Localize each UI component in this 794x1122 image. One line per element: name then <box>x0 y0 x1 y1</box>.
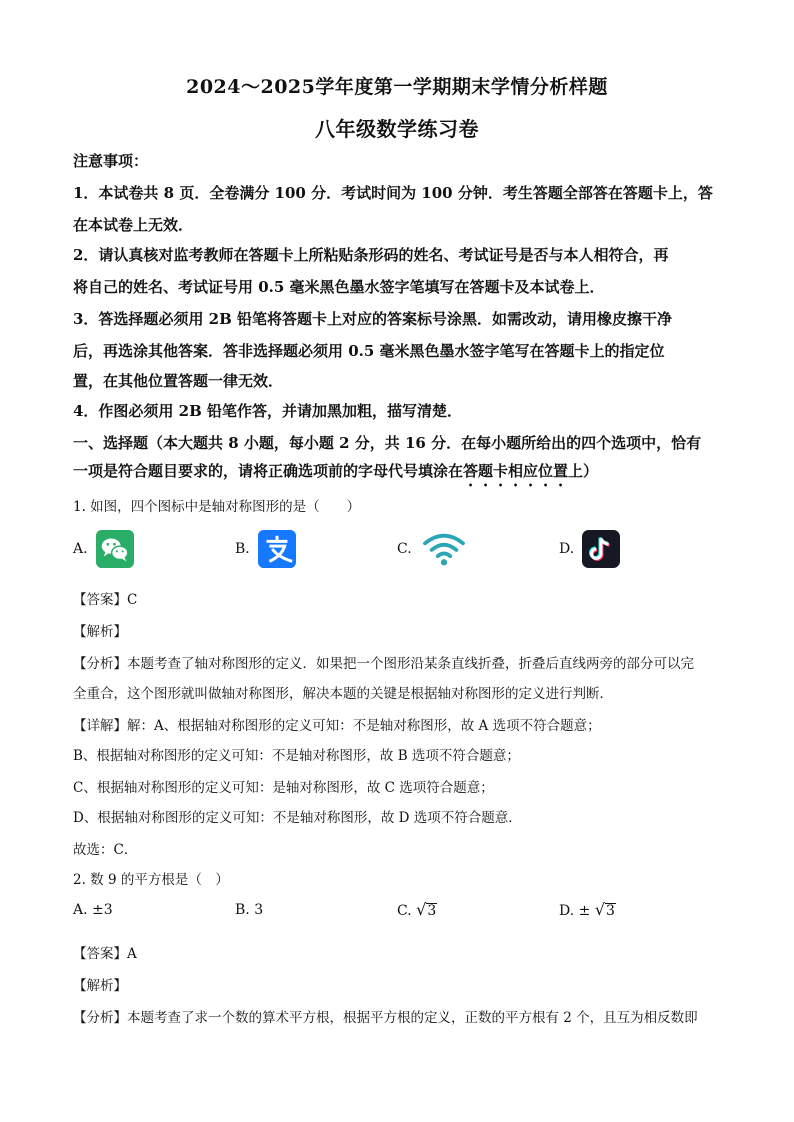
sqrt-symbol: √ 3 <box>594 900 615 919</box>
q2-option-c-label: C. <box>397 903 412 919</box>
question-2-analysis-line-1: 【分析】本题考查了求一个数的算术平方根，根据平方根的定义，正数的平方根有 2 个，且互为相反数即 <box>73 1010 698 1026</box>
q2-option-d <box>559 902 616 919</box>
notes-heading: 注意事项： <box>73 152 149 170</box>
question-1-answer: 【答案】C <box>73 592 138 608</box>
option-a-label: A. <box>73 541 88 557</box>
note-3-line-2: 后，再选涂其他答案．答非选择题必须用 0.5 毫米黑色墨水签字笔写在答题卡上的指定位 <box>73 342 665 360</box>
tiktok-icon <box>582 530 620 568</box>
question-2-options <box>73 902 723 926</box>
section-1-heading-line-1: 一、选择题（本大题共 8 小题，每小题 2 分，共 16 分．在每小题所给出的四个选项中，恰有 <box>73 434 702 452</box>
alipay-icon <box>258 530 296 568</box>
option-a <box>73 527 134 571</box>
question-1-stem: 1. 如图，四个图标中是轴对称图形的是（ ） <box>73 499 361 515</box>
q2-option-b: B. 3 <box>235 902 264 918</box>
question-1-options <box>73 527 723 571</box>
question-1-detail-d: D、根据轴对称图形的定义可知：不是轴对称图形，故 D 选项不符合题意． <box>73 810 522 826</box>
note-2-line-2: 将自己的姓名、考试证号用 0.5 毫米黑色墨水签字笔填写在答题卡及本试卷上． <box>73 278 605 296</box>
section-1-text-end: 上） <box>568 462 599 480</box>
q2-option-d-radicand: 3 <box>606 903 615 919</box>
exam-subtitle: 八年级数学练习卷 <box>315 117 479 141</box>
question-1-detail-c: C、根据轴对称图形的定义可知：是轴对称图形，故 C 选项符合题意； <box>73 780 494 796</box>
question-2-answer: 【答案】A <box>73 946 137 962</box>
sqrt-symbol: √ 3 <box>416 900 437 919</box>
q2-option-a: A. ±3 <box>73 902 113 918</box>
question-2-analysis-label: 【解析】 <box>73 978 127 994</box>
question-2-stem: 2. 数 9 的平方根是（ ） <box>73 872 229 888</box>
section-1-emphasis: 答题卡相应位置 <box>463 462 569 480</box>
note-2-line-1: 2．请认真核对监考教师在答题卡上所粘贴条形码的姓名、考试证号是否与本人相符合，再 <box>73 246 669 264</box>
note-1-line-2: 在本试卷上无效． <box>73 216 194 234</box>
wechat-icon <box>96 530 134 568</box>
question-1-detail-a: 【详解】解：A、根据轴对称图形的定义可知：不是轴对称图形，故 A 选项不符合题意； <box>73 718 601 734</box>
wifi-icon <box>420 530 468 568</box>
option-b-label: B. <box>235 541 250 557</box>
q2-option-c-radicand: 3 <box>427 903 437 919</box>
note-3-line-1: 3．答选择题必须用 2B 铅笔将答题卡上对应的答案标号涂黑．如需改动，请用橡皮擦干净 <box>73 310 673 328</box>
exam-title: 2024～2025学年度第一学期期末学情分析样题 <box>186 76 608 98</box>
option-d <box>559 527 620 571</box>
option-d-label: D. <box>559 541 575 557</box>
note-1-line-1: 1．本试卷共 8 页．全卷满分 100 分．考试时间为 100 分钟．考生答题全部答在答题卡上，答 <box>73 184 713 202</box>
option-c-label: C. <box>397 541 412 557</box>
section-1-text: 一项是符合题目要求的，请将正确选项前的字母代号填涂在 <box>73 462 464 480</box>
q2-option-d-label: D. ± <box>559 903 591 919</box>
question-1-analysis-label: 【解析】 <box>73 624 127 640</box>
question-1-analysis-line-1: 【分析】本题考查了轴对称图形的定义．如果把一个图形沿某条直线折叠，折叠后直线两旁的部分可以完 <box>73 656 694 672</box>
question-1-detail-b: B、根据轴对称图形的定义可知：不是轴对称图形，故 B 选项不符合题意； <box>73 748 520 764</box>
section-1-heading-line-2 <box>73 460 723 490</box>
q2-option-c <box>397 902 437 919</box>
note-3-line-3: 置，在其他位置答题一律无效． <box>73 372 284 390</box>
option-b <box>235 527 296 571</box>
question-1-analysis-line-2: 全重合，这个图形就叫做轴对称图形，解决本题的关键是根据轴对称图形的定义进行判断． <box>73 686 613 702</box>
note-4: 4．作图必须用 2B 铅笔作答，并请加黑加粗，描写清楚． <box>73 402 462 420</box>
question-1-choose: 故选：C． <box>73 842 138 858</box>
option-c <box>397 527 468 571</box>
